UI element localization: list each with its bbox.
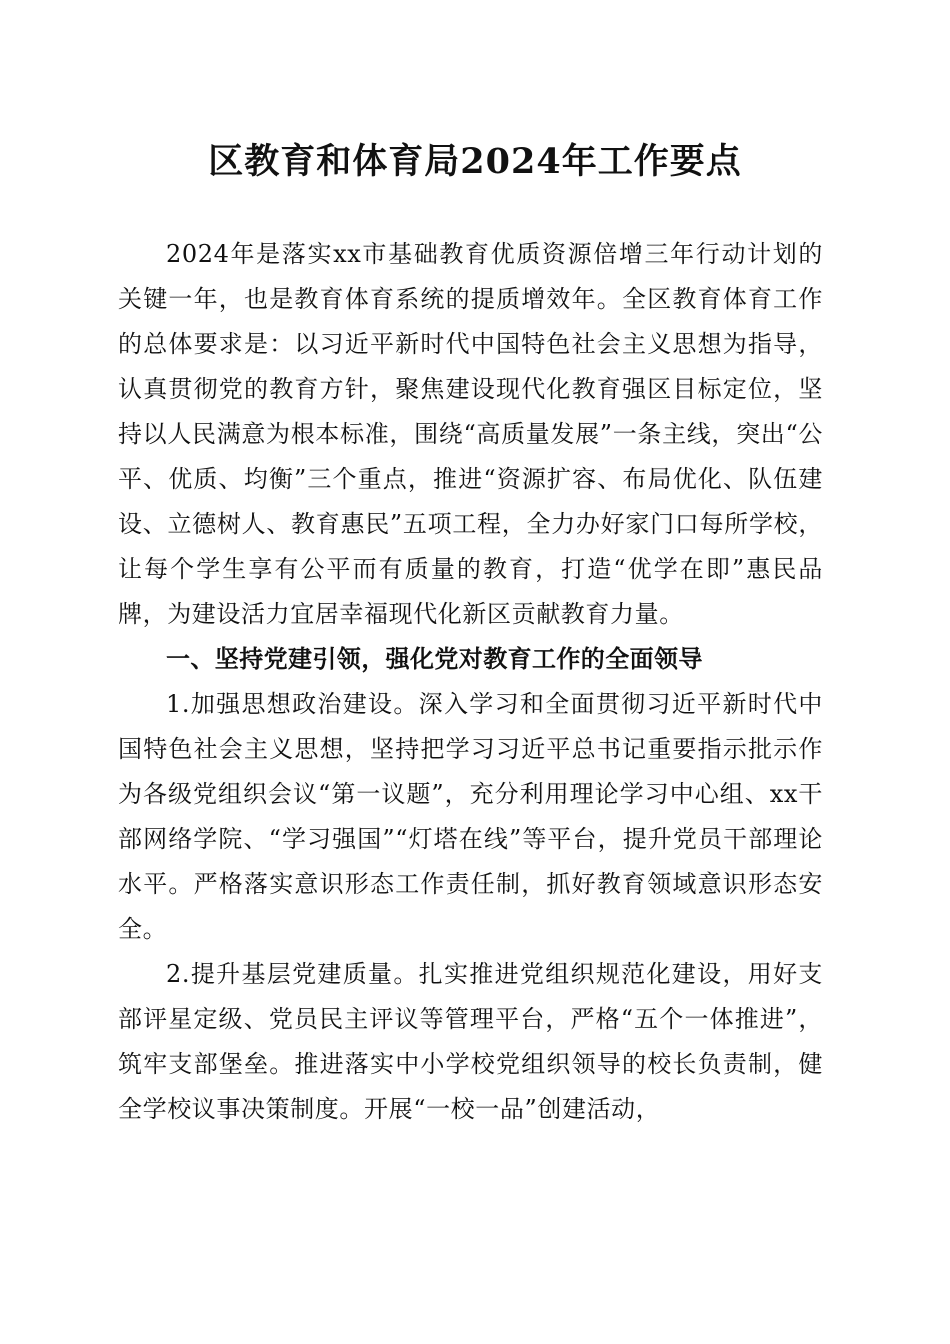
section-heading-1: 一、坚持党建引领，强化党对教育工作的全面领导	[166, 645, 703, 673]
item-paragraph-1: 1.加强思想政治建设。深入学习和全面贯彻习近平新时代中国特色社会主义思想，坚持把学习习近平总书记重要指示批示作为各级党组织会议“第一议题”，充分利用理论学习中心组、xx干部网络学院、“学习强国”“灯塔在线”等平台，提升党员干部理论水平。严格落实意识形态工作责任制，抓好教育领域意识形态安全。	[118, 690, 823, 943]
item-paragraph-2: 2.提升基层党建质量。扎实推进党组织规范化建设，用好支部评星定级、党员民主评议等管理平台，严格“五个一体推进”，筑牢支部堡垒。推进落实中小学校党组织领导的校长负责制，健全学校议事决策制度。开展“一校一品”创建活动，	[118, 960, 823, 1123]
intro-paragraph: 2024年是落实xx市基础教育优质资源倍增三年行动计划的关键一年，也是教育体育系统的提质增效年。全区教育体育工作的总体要求是：以习近平新时代中国特色社会主义思想为指导，认真贯彻党的教育方针，聚焦建设现代化教育强区目标定位，坚持以人民满意为根本标准，围绕“高质量发展”一条主线，突出“公平、优质、均衡”三个重点，推进“资源扩容、布局优化、队伍建设、立德树人、教育惠民”五项工程，全力办好家门口每所学校，让每个学生享有公平而有质量的教育，打造“优学在即”惠民品牌，为建设活力宜居幸福现代化新区贡献教育力量。	[118, 240, 823, 628]
document-body	[118, 232, 823, 1132]
document-title: 区教育和体育局2024年工作要点	[208, 141, 742, 182]
